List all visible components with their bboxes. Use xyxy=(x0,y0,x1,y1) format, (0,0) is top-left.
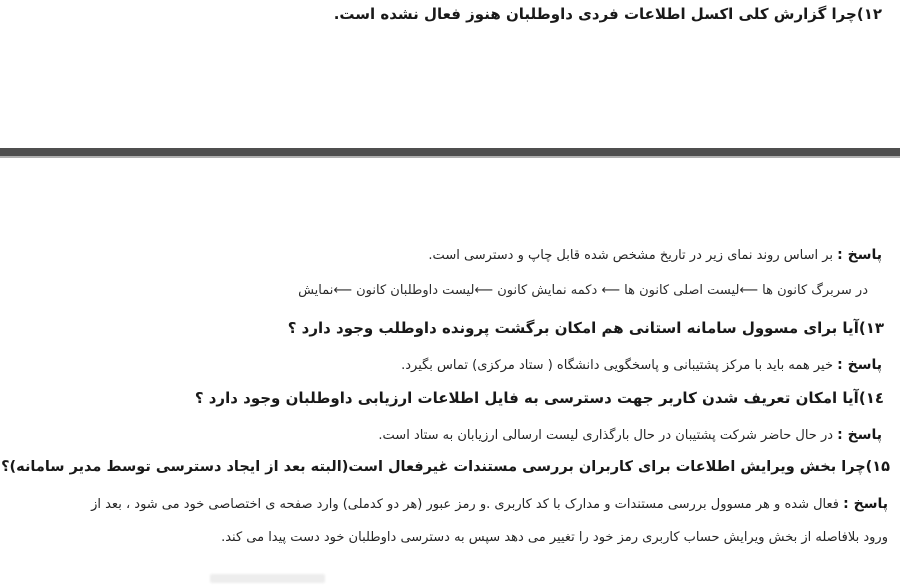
answer-15-line-2: ورود بلافاصله از بخش ویرایش حساب کاربری رمز خود را تغییر می دهد سپس به دسترسی داوطلبان خود دست پیدا می کند. xyxy=(221,530,888,545)
answer-15-label: پاسخ : xyxy=(843,496,888,512)
answer-14-label: پاسخ : xyxy=(837,427,882,443)
faint-cutoff-text xyxy=(210,574,325,583)
section-divider xyxy=(0,148,900,158)
answer-13 xyxy=(401,356,882,375)
answer-13-text: خیر همه باید با مرکز پشتیبانی و پاسخگویی دانشگاه ( ستاد مرکزی) تماس بگیرد. xyxy=(401,358,834,373)
question-15: ۱۵)چرا بخش ویرایش اطلاعات برای کاربران بررسی مستندات غیرفعال است(البته بعد از ایجاد دسترسی توسط مدیر سامانه)؟ xyxy=(1,459,890,475)
answer-14-text: در حال حاضر شرکت پشتیبان در حال بارگذاری لیست ارسالی ارزیابان به ستاد است. xyxy=(378,428,834,443)
question-12: ۱۲)چرا گزارش کلی اکسل اطلاعات فردی داوطلبان هنوز فعال نشده است. xyxy=(333,5,882,23)
answer-15-text-1: فعال شده و هر مسوول بررسی مستندات و مدارک با کد کاربری .و رمز عبور (هر دو کدملی) وارد صفحه ی اختصاصی خود می شود ، بعد از xyxy=(91,497,840,512)
question-13: ۱۳)آیا برای مسوول سامانه استانی هم امکان برگشت پرونده داوطلب وجود دارد ؟ xyxy=(287,319,884,337)
navigation-path: در سربرگ کانون ها ⟵لیست اصلی کانون ها ⟵ دکمه نمایش کانون ⟵لیست داوطلبان کانون ⟵نمایش xyxy=(298,283,868,298)
answer-12 xyxy=(428,246,882,265)
answer-15-line-1 xyxy=(91,495,888,514)
answer-13-label: پاسخ : xyxy=(837,357,882,373)
question-14: ۱٤)آیا امکان تعریف شدن کاربر جهت دسترسی به فایل اطلاعات ارزیابی داوطلبان وجود دارد ؟ xyxy=(194,389,884,407)
answer-14 xyxy=(378,426,882,445)
answer-12-text: بر اساس روند نمای زیر در تاریخ مشخص شده قابل چاپ و دسترسی است. xyxy=(428,248,834,263)
answer-12-label: پاسخ : xyxy=(837,247,882,263)
